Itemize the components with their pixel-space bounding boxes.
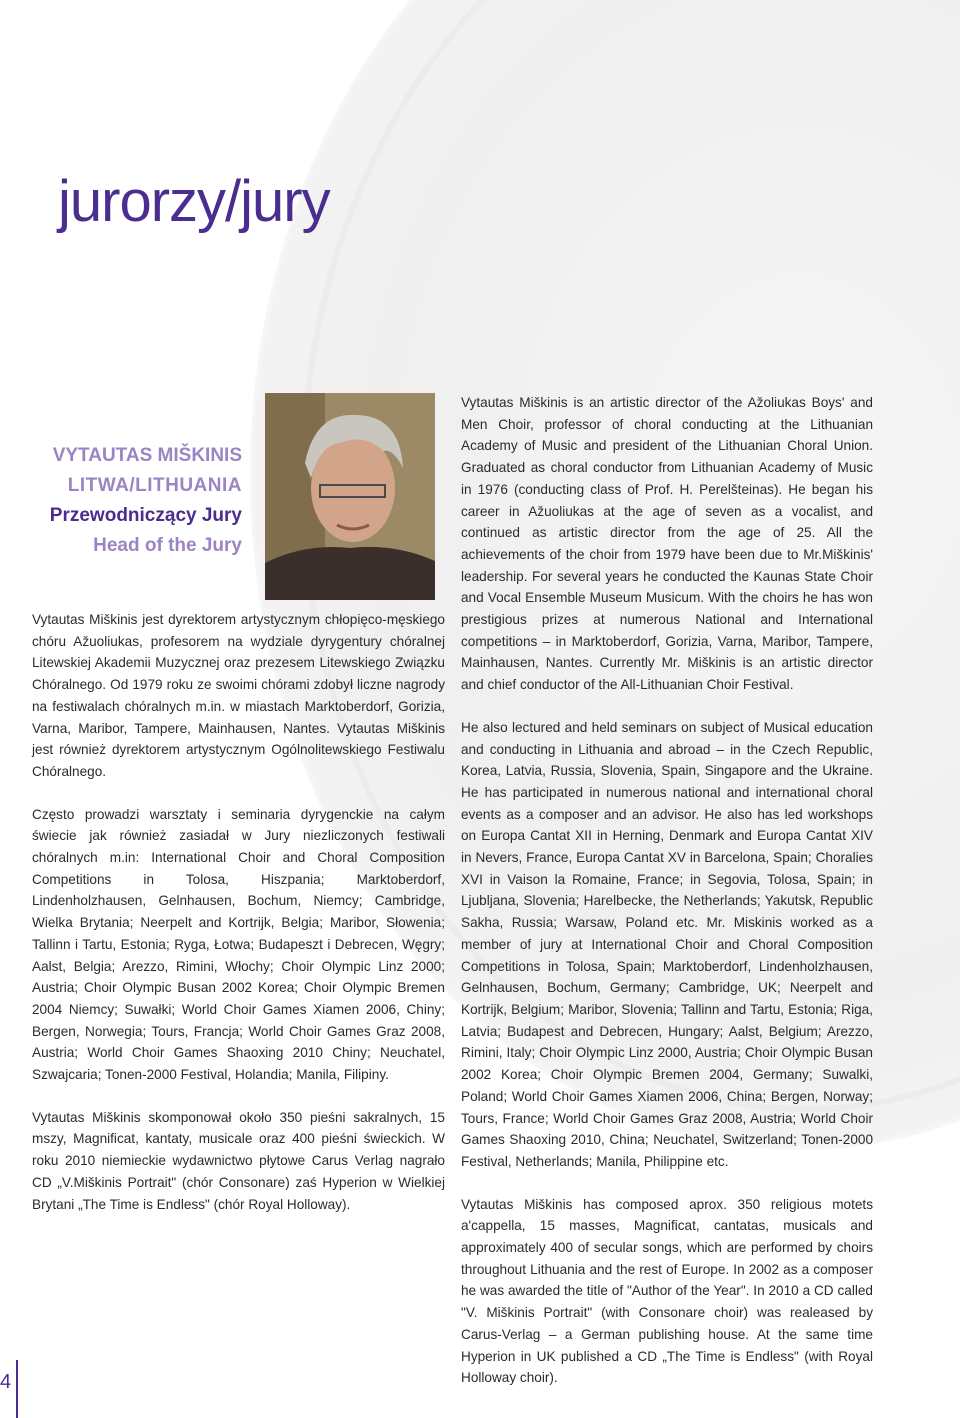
page-number: 4 bbox=[0, 1371, 12, 1393]
english-paragraph: He also lectured and held seminars on subject of Musical education and conducting in Lithuania and abroad – in the Czech Republic, Korea, Latvia, Russia, Slovenia, Spain, Singapore and the Ukraine. He has participated in numerous national and international choral events as a composer and an advisor. He also has led workshops on Europa Cantat XII in Herning, Denmark and Europa Cantat XIV in Nevers, France, Europa Cantat XV in Barcelona, Spain; Choralies XVI in Vaison la Romaine, France; in Segovia, Tolosa, Spain; in Ljubljana, Slovenia; Harelbecke, the Netherlands; Yakutsk, Republic Sakha, Russia; Warsaw, Poland etc. Mr. Miskinis worked as a member of jury at International Choir and Choral Composition Competitions in Tolosa, Spain; Marktoberdorf, Lindenholzhausen, Gelnhausen, Bochum, Germany; Cambridge, UK; Neerpelt and Kortrijk, Belgium; Maribor, Slovenia; Tallinn and Tartu, Estonia; Riga, Latvia; Budapest and Debrecen, Hungary; Aalst, Belgium; Arezzo, Rimini, Italy; Choir Olympic Linz 2000, Austria; Choir Olympic Busan 2002 Korea; Choir Olympic Bremen 2004, Germany; Suwalki, Poland; World Choir Games Xiamen 2006, China; Bergen, Norway; Tours, France; World Choir Games Graz 2008, Austria; World Choir Games Shaoxing 2010, China; Neuchatel, Switzerland; Tonen-2000 Festival, Netherlands; Manila, Philippine etc. bbox=[461, 719, 873, 1169]
polish-paragraph: Często prowadzi warsztaty i seminaria dyrygenckie na całym świecie jak również zasiadał w Jury niezliczonych festiwali chóralnych m.in: International Choir and Choral Composition Competitions in Tolosa, Hiszpania; Marktoberdorf, Lindenholzhausen, Gelnhausen, Bochum, Niemcy; Cambridge, Wielka Brytania; Neerpelt and Kortrijk, Belgia; Maribor, Słowenia; Tallinn i Tartu, Estonia; Ryga, Łotwa; Budapeszt i Debrecen, Węgry; Aalst, Belgia; Arezzo, Rimini, Włochy; Choir Olympic Linz 2000; Austria; Choir Olympic Busan 2002 Korea; Choir Olympic Bremen 2004 Niemcy; Suwałki; World Choir Games Xiamen 2006, Chiny; Bergen, Norwegia; Tours, Francja; World Choir Games Graz 2008, Austria; World Choir Games Shaoxing 2010 Chiny; Neuchatel, Szwajcaria; Tonen-2000 Festival, Holandia; Manila, Filipiny. bbox=[32, 806, 445, 1083]
juror-header bbox=[30, 441, 242, 561]
portrait-icon bbox=[265, 393, 435, 600]
polish-paragraph: Vytautas Miškinis skomponował około 350 pieśni sakralnych, 15 mszy, Magnificat, kantaty, musicale oraz 400 pieśni świeckich. W roku 2010 niemieckie wydawnictwo płytowe Carus Verlag nagrało CD „V.Miškinis Portrait" (chór Consonare) zaś Hyperion w Wielkiej Brytani „The Time is Endless" (chór Royal Holloway). bbox=[32, 1109, 445, 1212]
english-paragraph: Vytautas Miškinis has composed aprox. 350 religious motets a'cappella, 15 masses, Magnificat, cantatas, musicals and approximately 400 of secular songs, which are performed by choirs throughout Lithuania and the rest of Europe. In 2002 as a composer he was awarded the title of "Author of the Year". In 2010 a CD called "V. Miškinis Portrait" (with Consonare choir) was realeased by Carus-Verlag – a German publishing house. At the same time Hyperion in UK published a CD „The Time is Endless" (with Royal Holloway choir). bbox=[461, 1196, 873, 1386]
english-paragraph: Vytautas Miškinis is an artistic director of the Ažoliukas Boys' and Men Choir, professor of choral conducting at the Lithuanian Academy of Music and president of the Lithuanian Choral Union. Graduated as choral conductor from Lithuanian Academy of Music in 1976 (conducting class of Prof. H. Perelšteinas). He began his career in Ažuoliukas at the age of seven as a vocalist, and continued as artistic director from the age of 25. All the achievements of the choir from 1979 have been due to Mr.Miškinis' leadership. For several years he conducted the Kaunas State Choir and Vocal Ensemble Museum Musicum. With the choirs he has won prestigious prizes at numerous National and International competitions – in Marktoberdorf, Gorizia, Varna, Maribor, Tampere, Mainhausen, Nantes. Currently Mr. Miškinis is an artistic director and chief conductor of the All-Lithuanian Choir Festival. bbox=[461, 395, 873, 693]
polish-paragraph: Vytautas Miškinis jest dyrektorem artystycznym chłopięco-męskiego chóru Ažuoliukas, profesorem na wydziale dyrygentury chóralnej Litewskiej Akademii Muzycznej oraz prezesem Litewskiego Związku Chóralnego. Od 1979 roku ze swoimi chórami zdobył liczne nagrody na festiwalach chóralnych m.in. w miastach Marktoberdorf, Gorizia, Varna, Maribor, Tampere, Mainhausen, Nantes. Vytautas Miškinis jest również dyrektorem artystycznym Ogólnolitewskiego Festiwalu Chóralnego. bbox=[32, 612, 445, 779]
juror-name: VYTAUTAS MIŠKINIS bbox=[52, 445, 242, 466]
juror-role-polish: Przewodniczący Jury bbox=[49, 505, 242, 526]
juror-country: LITWA/LITHUANIA bbox=[67, 475, 242, 496]
portrait-photo bbox=[265, 393, 435, 600]
page-number-bar bbox=[16, 1360, 18, 1418]
juror-role-english: Head of the Jury bbox=[93, 535, 242, 556]
polish-text-column bbox=[32, 609, 445, 1236]
page-title: jurorzy/jury bbox=[58, 169, 330, 234]
english-text-column bbox=[461, 392, 873, 1410]
